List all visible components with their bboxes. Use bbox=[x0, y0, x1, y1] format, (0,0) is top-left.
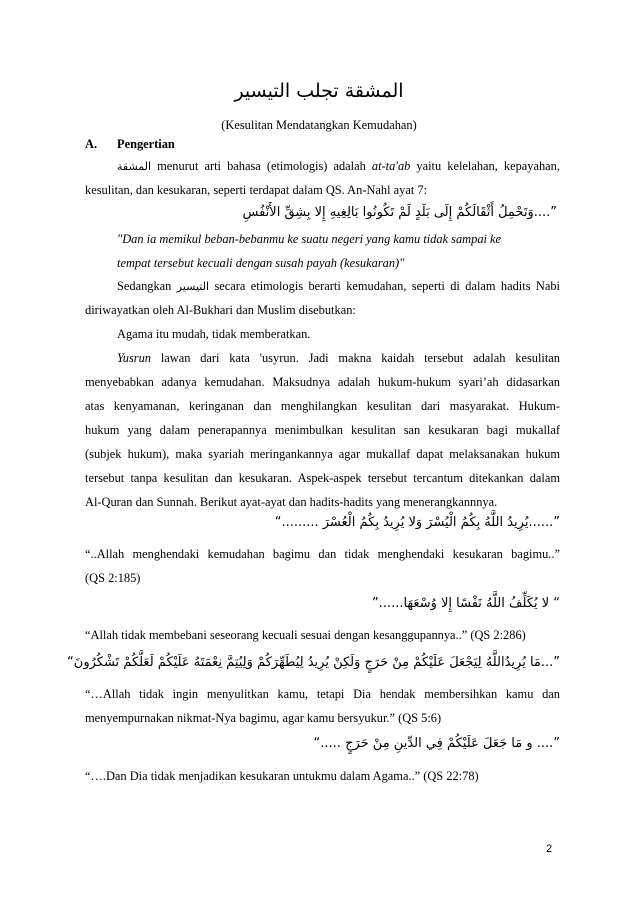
paragraph-3-line-5: (subjek hukum), maka syariah meringankannya agar mukallaf dapat melaksanakan hukum bbox=[85, 447, 560, 461]
text-span: secara etimologis berarti kemudahan, seperti di dalam hadits Nabi bbox=[214, 279, 560, 293]
verse-5-arabic: ”.... و مَا جَعَلَ عَلَيْكُمْ فِي الدِّينِ مِنْ حَرَجٍ .....“ bbox=[313, 736, 560, 751]
term-at-taab: at-ta'ab bbox=[371, 159, 411, 173]
section-number: A. bbox=[85, 137, 98, 151]
verse-5-translation: “….Dan Dia tidak menjadikan kesukaran untukmu dalam Agama..” (QS 22:78) bbox=[85, 769, 479, 783]
term-yusrun: Yusrun bbox=[117, 351, 151, 365]
paragraph-3-line-4: hukum yang dalam penerapannya menimbulkan kesulitan san kesukaran bagi mukallaf bbox=[85, 423, 560, 437]
text-span: Sedangkan bbox=[117, 279, 172, 293]
paragraph-2-line-2: diriwayatkan oleh Al-Bukhari dan Muslim disebutkan: bbox=[85, 303, 356, 317]
verse-1-arabic: ”....وَتَحْمِلُ أَثْقَالَكُمْ إِلَى بَلَدٍ لَمْ تَكُونُوا بَالِغِيهِ إِلا بِشِقِّ الأَنْفُسِ bbox=[242, 205, 557, 220]
verse-2-translation-line-2: (QS 2:185) bbox=[85, 571, 141, 585]
verse-4-translation-line-1: “…Allah tidak ingin menyulitkan kamu, tetapi Dia hendak membersihkan kamu dan bbox=[85, 687, 560, 701]
verse-4-translation-line-2: menyempurnakan nikmat-Nya bagimu, agar kamu bersyukur.” (QS 5:6) bbox=[85, 711, 442, 725]
paragraph-2-line-1 bbox=[117, 278, 560, 295]
paragraph-3-line-3: atas kenyamanan, keringanan dan menghilangkan kesulitan dari masyarakat. Hukum- bbox=[85, 399, 560, 413]
verse-2-arabic: ”......يُرِيدُ اللَّهُ بِكُمُ الْيُسْرَ وَلا يُرِيدُ بِكُمُ الْعُسْرَ .........“ bbox=[274, 515, 560, 530]
verse-4-arabic: ”...مَا يُرِيدُاللَّهُ لِيَجْعَلَ عَلَيْكُمْ مِنْ حَرَجٍ وَلَكِنْ يُرِيدُ لِيُطَهِّرَكُمْ وَلِيُتِمَّ نِعْمَتَهُ عَلَيْكُمْ لَعَلَّكُمْ تَشْكُرُونَ“ bbox=[67, 655, 560, 670]
arabic-term-taysir: التيسير bbox=[176, 280, 210, 293]
paragraph-1-line-2: kesulitan, dan kesukaran, seperti terdapat dalam QS. An-Nahl ayat 7: bbox=[85, 183, 428, 197]
paragraph-3-line-1 bbox=[117, 350, 560, 366]
verse-3-translation: “Allah tidak membebani seseorang kecuali sesuai dengan kesanggupannya..” (QS 2:286) bbox=[85, 628, 526, 642]
page-number: 2 bbox=[546, 843, 553, 855]
hadith-translation: Agama itu mudah, tidak memberatkan. bbox=[117, 327, 311, 341]
paragraph-3-line-7: Al-Quran dan Sunnah. Berikut ayat-ayat dan hadits-hadits yang menerangkannnya. bbox=[85, 495, 498, 509]
section-heading: Pengertian bbox=[117, 137, 175, 151]
verse-2-translation-line-1: “..Allah menghendaki kemudahan bagimu dan tidak menghendaki kesukaran bagimu..” bbox=[85, 547, 560, 561]
subtitle: (Kesulitan Mendatangkan Kemudahan) bbox=[221, 118, 417, 132]
verse-3-arabic: “ لا يُكَلِّفُ اللَّهُ نَفْسًا إِلا وُسْعَهَا......” bbox=[371, 596, 560, 611]
text-span: yaitu kelelahan, kepayahan, bbox=[416, 159, 560, 173]
page-title: المشقة تجلب التيسير bbox=[234, 80, 404, 102]
paragraph-3-line-6: tersebut tanpa kesulitan dan kesukaran. Aspek-aspek tersebut tercantum ditekankan dalam bbox=[85, 471, 560, 485]
verse-1-translation-line-1: "Dan ia memikul beban-bebanmu ke suatu negeri yang kamu tidak sampai ke bbox=[117, 232, 502, 246]
paragraph-3-line-2: menyebabkan adanya kemudahan. Maksudnya adalah hukum-hukum syari’ah didasarkan bbox=[85, 375, 560, 389]
paragraph-1-line-1 bbox=[117, 158, 560, 175]
text-span: lawan dari kata 'usyrun. Jadi makna kaidah tersebut adalah kesulitan bbox=[160, 351, 560, 365]
arabic-term-masyaqqah: المشقة bbox=[117, 160, 152, 173]
verse-1-translation-line-2: tempat tersebut kecuali dengan susah payah (kesukaran)" bbox=[117, 256, 405, 270]
text-span: menurut arti bahasa (etimologis) adalah bbox=[157, 159, 366, 173]
